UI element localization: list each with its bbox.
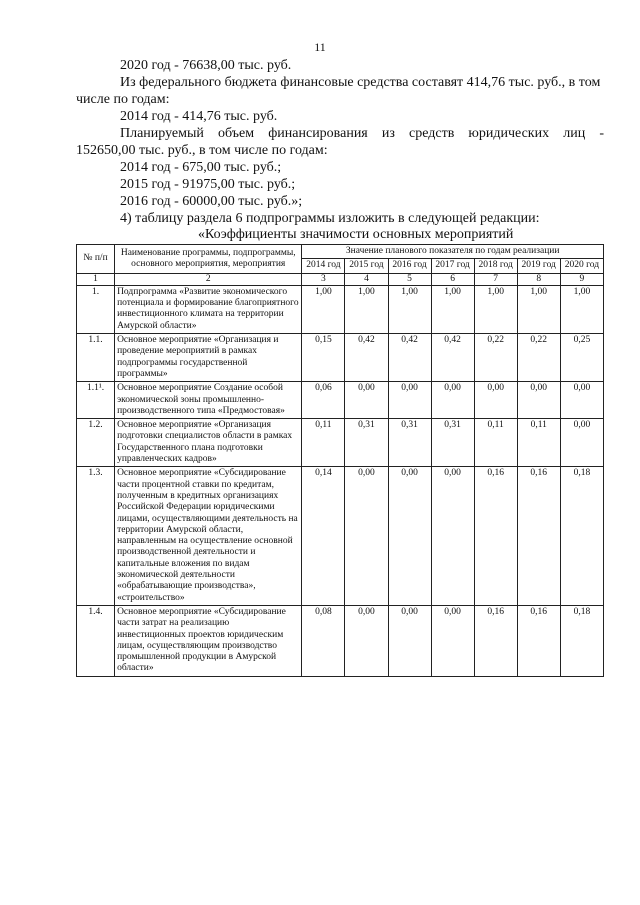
text-total-legal: 152650,00 тыс. руб., в том числе по годам: bbox=[76, 143, 328, 158]
text-line-2014: 2014 год - 675,00 тыс. руб.; bbox=[120, 160, 282, 175]
word: финансирования bbox=[268, 126, 368, 141]
row-name: Основное мероприятие «Субсидирование части процентной ставки по кредитам, полученным в кредитных организациях Российской Федерации юридическими лицами, осуществляющими деятельность на территории Амурской области, направленным на осуществление основной производственной деятельности и капитальные вложения по видам экономической деятельности «обрабатывающие производства», «строительство» bbox=[115, 467, 302, 606]
column-index: 2 bbox=[115, 273, 302, 285]
row-number: 1.3. bbox=[77, 467, 115, 606]
row-value: 0,00 bbox=[560, 419, 603, 467]
coefficients-table bbox=[76, 244, 604, 677]
row-value: 0,00 bbox=[345, 605, 388, 676]
word: Планируемый bbox=[120, 126, 204, 141]
word: объем bbox=[218, 126, 255, 141]
row-value: 0,31 bbox=[431, 419, 474, 467]
column-index: 6 bbox=[431, 273, 474, 285]
column-index: 5 bbox=[388, 273, 431, 285]
word: средств bbox=[409, 126, 455, 141]
row-value: 0,00 bbox=[388, 605, 431, 676]
row-value: 0,16 bbox=[517, 467, 560, 606]
row-value: 0,31 bbox=[345, 419, 388, 467]
word: - bbox=[599, 126, 604, 141]
header-year: 2016 год bbox=[388, 259, 431, 273]
row-value: 0,08 bbox=[302, 605, 345, 676]
column-index: 7 bbox=[474, 273, 517, 285]
row-value: 0,14 bbox=[302, 467, 345, 606]
text-table-instruction: 4) таблицу раздела 6 подпрограммы изложить в следующей редакции: bbox=[120, 211, 540, 226]
row-value: 0,42 bbox=[388, 334, 431, 382]
row-value: 0,25 bbox=[560, 334, 603, 382]
word: лиц bbox=[563, 126, 586, 141]
table-row bbox=[77, 467, 604, 606]
row-value: 0,11 bbox=[302, 419, 345, 467]
column-index: 9 bbox=[560, 273, 603, 285]
row-name: Основное мероприятие «Субсидирование части затрат на реализацию инвестиционных проектов юридическим лицам, осуществляющим производство промышленной продукции в Амурской области» bbox=[115, 605, 302, 676]
row-value: 0,00 bbox=[431, 467, 474, 606]
row-value: 0,00 bbox=[431, 382, 474, 419]
text-line-2014-federal: 2014 год - 414,76 тыс. руб. bbox=[120, 109, 278, 124]
row-name: Основное мероприятие «Организация и проведение мероприятий в рамках подпрограммы государственной программы» bbox=[115, 334, 302, 382]
row-value: 0,22 bbox=[474, 334, 517, 382]
row-value: 1,00 bbox=[517, 285, 560, 333]
row-value: 0,00 bbox=[431, 605, 474, 676]
row-value: 0,00 bbox=[345, 467, 388, 606]
row-value: 1,00 bbox=[560, 285, 603, 333]
row-value: 0,00 bbox=[388, 382, 431, 419]
table-row bbox=[77, 285, 604, 333]
column-index: 1 bbox=[77, 273, 115, 285]
row-value: 1,00 bbox=[302, 285, 345, 333]
row-number: 1.4. bbox=[77, 605, 115, 676]
text-federal-budget: Из федерального бюджета финансовые средства составят 414,76 тыс. руб., в том bbox=[120, 75, 601, 90]
table-row bbox=[77, 419, 604, 467]
row-value: 0,11 bbox=[517, 419, 560, 467]
header-year: 2019 год bbox=[517, 259, 560, 273]
header-year: 2017 год bbox=[431, 259, 474, 273]
column-index-row bbox=[77, 273, 604, 285]
row-value: 0,18 bbox=[560, 467, 603, 606]
row-value: 0,22 bbox=[517, 334, 560, 382]
row-value: 1,00 bbox=[345, 285, 388, 333]
row-value: 0,00 bbox=[345, 382, 388, 419]
header-number: № п/п bbox=[77, 245, 115, 274]
text-planned-volume bbox=[120, 125, 604, 142]
row-value: 1,00 bbox=[388, 285, 431, 333]
row-number: 1.2. bbox=[77, 419, 115, 467]
row-name: Подпрограмма «Развитие экономического потенциала и формирование благоприятного инвестиционного климата на территории Амурской области» bbox=[115, 285, 302, 333]
text-line-2016: 2016 год - 60000,00 тыс. руб.»; bbox=[120, 194, 303, 209]
header-year: 2020 год bbox=[560, 259, 603, 273]
row-value: 0,16 bbox=[474, 467, 517, 606]
row-value: 0,00 bbox=[474, 382, 517, 419]
row-value: 0,42 bbox=[431, 334, 474, 382]
column-index: 8 bbox=[517, 273, 560, 285]
header-year: 2015 год bbox=[345, 259, 388, 273]
row-value: 0,00 bbox=[560, 382, 603, 419]
row-number: 1.1¹. bbox=[77, 382, 115, 419]
row-value: 0,11 bbox=[474, 419, 517, 467]
row-name: Основное мероприятие Создание особой экономической зоны промышленно-производственного типа «Предмостовая» bbox=[115, 382, 302, 419]
text-line-2015: 2015 год - 91975,00 тыс. руб.; bbox=[120, 177, 296, 192]
row-number: 1.1. bbox=[77, 334, 115, 382]
header-name: Наименование программы, подпрограммы, основного мероприятия, мероприятия bbox=[115, 245, 302, 274]
row-value: 0,16 bbox=[517, 605, 560, 676]
table-row bbox=[77, 605, 604, 676]
row-value: 0,00 bbox=[388, 467, 431, 606]
row-value: 0,42 bbox=[345, 334, 388, 382]
header-year: 2014 год bbox=[302, 259, 345, 273]
word: юридических bbox=[468, 126, 550, 141]
row-value: 0,18 bbox=[560, 605, 603, 676]
table-title: «Коэффициенты значимости основных мероприятий bbox=[198, 227, 514, 242]
row-value: 0,31 bbox=[388, 419, 431, 467]
row-value: 0,16 bbox=[474, 605, 517, 676]
row-value: 0,00 bbox=[517, 382, 560, 419]
table-row bbox=[77, 334, 604, 382]
header-year: 2018 год bbox=[474, 259, 517, 273]
row-number: 1. bbox=[77, 285, 115, 333]
text-by-years: числе по годам: bbox=[76, 92, 170, 107]
column-index: 3 bbox=[302, 273, 345, 285]
row-name: Основное мероприятие «Организация подготовки специалистов области в рамках Государственного плана подготовки управленческих кадров» bbox=[115, 419, 302, 467]
header-values-group: Значение планового показателя по годам реализации bbox=[302, 245, 604, 259]
word: из bbox=[381, 126, 395, 141]
row-value: 1,00 bbox=[474, 285, 517, 333]
row-value: 1,00 bbox=[431, 285, 474, 333]
row-value: 0,15 bbox=[302, 334, 345, 382]
table-row bbox=[77, 382, 604, 419]
column-index: 4 bbox=[345, 273, 388, 285]
row-value: 0,06 bbox=[302, 382, 345, 419]
page-number: 11 bbox=[314, 40, 326, 54]
text-line-2020: 2020 год - 76638,00 тыс. руб. bbox=[120, 58, 292, 73]
